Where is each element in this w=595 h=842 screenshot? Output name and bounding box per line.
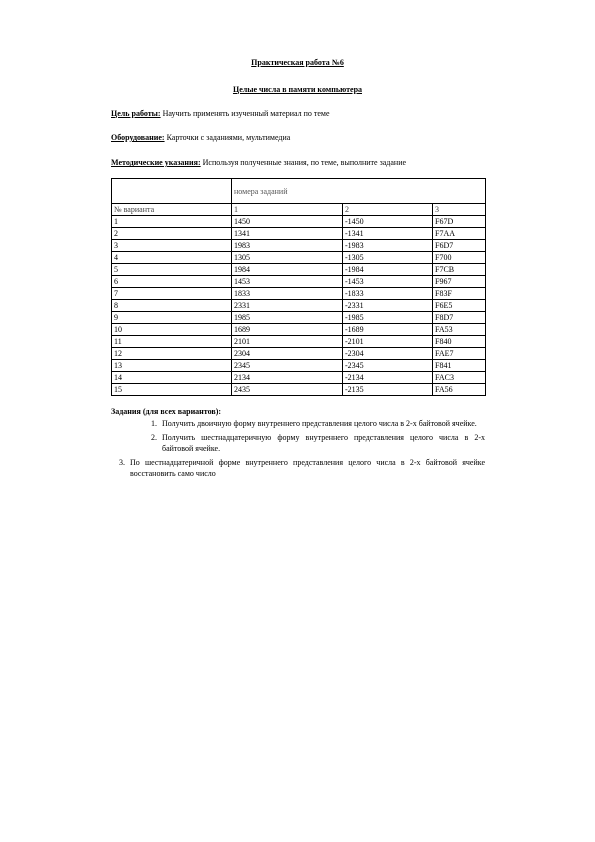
table-row bbox=[112, 252, 486, 264]
table-cell: -1983 bbox=[343, 240, 433, 252]
table-cell: 3 bbox=[112, 240, 232, 252]
table-cell: 9 bbox=[112, 312, 232, 324]
table-cell: -1984 bbox=[343, 264, 433, 276]
equipment-text: Карточки с заданиями, мультимедиа bbox=[164, 133, 291, 142]
table-row bbox=[112, 360, 486, 372]
document-subtitle: Целые числа в памяти компьютера bbox=[232, 85, 363, 94]
table-cell: F83F bbox=[433, 288, 486, 300]
table-cell: FA53 bbox=[433, 324, 486, 336]
method-label: Методические указания: bbox=[111, 158, 201, 167]
document-title: Практическая работа №6 bbox=[251, 58, 344, 67]
table-row bbox=[112, 336, 486, 348]
table-cell: 10 bbox=[112, 324, 232, 336]
table-cell: 1453 bbox=[232, 276, 343, 288]
task-text: Получить шестнадцатеричную форму внутреннего представления целого числа в 2-х байтовой ячейке. bbox=[162, 433, 485, 453]
table-cell: -2135 bbox=[343, 384, 433, 396]
table-cell: 1689 bbox=[232, 324, 343, 336]
table-row bbox=[112, 216, 486, 228]
table-cell: 8 bbox=[112, 300, 232, 312]
table-cell: -1833 bbox=[343, 288, 433, 300]
tasks-list bbox=[111, 418, 485, 482]
task-item bbox=[111, 432, 485, 454]
table-cell: 4 bbox=[112, 252, 232, 264]
table-cell: -1689 bbox=[343, 324, 433, 336]
goal-text: Научить применять изученный материал по теме bbox=[160, 109, 330, 118]
table-cell: 1833 bbox=[232, 288, 343, 300]
table-cell: 1 bbox=[112, 216, 232, 228]
table-cell: -2304 bbox=[343, 348, 433, 360]
table-cell: 2 bbox=[112, 228, 232, 240]
table-row bbox=[112, 240, 486, 252]
table-row bbox=[112, 324, 486, 336]
table-cell: F6D7 bbox=[433, 240, 486, 252]
table-cell: F700 bbox=[433, 252, 486, 264]
table-cell: 14 bbox=[112, 372, 232, 384]
table-cell: 1984 bbox=[232, 264, 343, 276]
table-row bbox=[112, 348, 486, 360]
table-row bbox=[112, 384, 486, 396]
task-text: По шестнадцатеричной форме внутреннего представления целого числа в 2-х байтовой ячейке восстановить само число bbox=[130, 458, 485, 478]
table-cell: -1453 bbox=[343, 276, 433, 288]
task-number: 1. bbox=[151, 419, 157, 428]
method-text: Используя полученные знания, по теме, выполните задание bbox=[200, 158, 407, 167]
table-row bbox=[112, 288, 486, 300]
method-line bbox=[111, 158, 406, 167]
table-header-row bbox=[112, 204, 486, 216]
table-cell: 1983 bbox=[232, 240, 343, 252]
table-cell: 6 bbox=[112, 276, 232, 288]
equipment-line bbox=[111, 133, 290, 142]
variants-table bbox=[111, 178, 486, 396]
column-header-task-2: 2 bbox=[343, 204, 433, 216]
table-row bbox=[112, 276, 486, 288]
table-cell: F841 bbox=[433, 360, 486, 372]
table-cell: FAE7 bbox=[433, 348, 486, 360]
table-cell: F840 bbox=[433, 336, 486, 348]
goal-line bbox=[111, 109, 330, 118]
table-row bbox=[112, 372, 486, 384]
table-cell: -2101 bbox=[343, 336, 433, 348]
table-group-header: номера заданий bbox=[232, 179, 486, 204]
table-row bbox=[112, 300, 486, 312]
table-cell: 2331 bbox=[232, 300, 343, 312]
table-cell: 2435 bbox=[232, 384, 343, 396]
table-cell: 13 bbox=[112, 360, 232, 372]
table-cell: -2134 bbox=[343, 372, 433, 384]
equipment-label: Оборудование: bbox=[111, 133, 165, 142]
table-cell: -1450 bbox=[343, 216, 433, 228]
table-cell: -1985 bbox=[343, 312, 433, 324]
table-cell: -2345 bbox=[343, 360, 433, 372]
table-cell: 2101 bbox=[232, 336, 343, 348]
table-cell: F67D bbox=[433, 216, 486, 228]
table-group-header-row bbox=[112, 179, 486, 204]
table-cell: -1341 bbox=[343, 228, 433, 240]
task-item bbox=[111, 418, 485, 429]
table-row bbox=[112, 264, 486, 276]
table-cell: F7AA bbox=[433, 228, 486, 240]
table-cell: 12 bbox=[112, 348, 232, 360]
goal-label: Цель работы: bbox=[111, 109, 161, 118]
table-cell: 1985 bbox=[232, 312, 343, 324]
table-row bbox=[112, 228, 486, 240]
table-cell: 1341 bbox=[232, 228, 343, 240]
table-cell: FA56 bbox=[433, 384, 486, 396]
tasks-heading: Задания (для всех вариантов): bbox=[111, 407, 222, 416]
table-cell: F6E5 bbox=[433, 300, 486, 312]
table-cell: 2304 bbox=[232, 348, 343, 360]
task-number: 2. bbox=[151, 433, 157, 442]
column-header-variant: № варианта bbox=[112, 204, 232, 216]
table-cell: 5 bbox=[112, 264, 232, 276]
table-cell: -1305 bbox=[343, 252, 433, 264]
table-cell: 7 bbox=[112, 288, 232, 300]
table-cell: 1450 bbox=[232, 216, 343, 228]
table-row bbox=[112, 312, 486, 324]
table-cell-empty bbox=[112, 179, 232, 204]
task-number: 3. bbox=[119, 458, 125, 467]
table-cell: 11 bbox=[112, 336, 232, 348]
table-cell: -2331 bbox=[343, 300, 433, 312]
task-item bbox=[111, 457, 485, 479]
table-cell: 1305 bbox=[232, 252, 343, 264]
column-header-task-3: 3 bbox=[433, 204, 486, 216]
column-header-task-1: 1 bbox=[232, 204, 343, 216]
table-cell: FAC3 bbox=[433, 372, 486, 384]
table-cell: F8D7 bbox=[433, 312, 486, 324]
table-cell: F967 bbox=[433, 276, 486, 288]
task-text: Получить двоичную форму внутреннего представления целого числа в 2-х байтовой ячейке. bbox=[162, 419, 477, 428]
table-cell: 2345 bbox=[232, 360, 343, 372]
table-cell: 2134 bbox=[232, 372, 343, 384]
table-cell: F7CB bbox=[433, 264, 486, 276]
table-cell: 15 bbox=[112, 384, 232, 396]
